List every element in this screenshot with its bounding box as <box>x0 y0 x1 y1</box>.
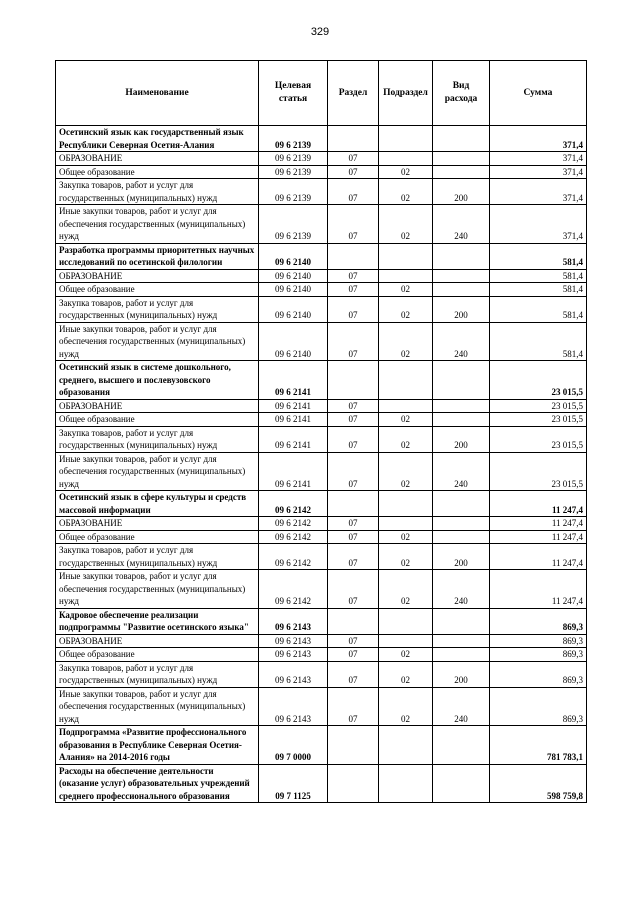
cell-expense-type <box>433 491 490 517</box>
cell-section <box>328 243 379 269</box>
cell-article: 09 6 2142 <box>259 544 328 570</box>
cell-amount: 371,4 <box>490 179 587 205</box>
table-row <box>56 634 587 648</box>
cell-section: 07 <box>328 544 379 570</box>
cell-section: 07 <box>328 152 379 166</box>
cell-article: 09 6 2141 <box>259 361 328 400</box>
cell-expense-type: 240 <box>433 570 490 609</box>
cell-section: 07 <box>328 530 379 544</box>
cell-expense-type <box>433 126 490 152</box>
cell-subsection: 02 <box>379 530 433 544</box>
cell-section <box>328 764 379 803</box>
cell-name: Осетинский язык в системе дошкольного, среднего, высшего и послевузовского образования <box>56 361 259 400</box>
cell-name: Общее образование <box>56 165 259 179</box>
cell-amount: 581,4 <box>490 296 587 322</box>
cell-amount: 371,4 <box>490 205 587 244</box>
cell-expense-type: 200 <box>433 544 490 570</box>
cell-article: 09 6 2141 <box>259 399 328 413</box>
cell-name: Осетинский язык в сфере культуры и средств массовой информации <box>56 491 259 517</box>
cell-expense-type: 200 <box>433 661 490 687</box>
cell-article: 09 7 1125 <box>259 764 328 803</box>
cell-name: Закупка товаров, работ и услуг для государственных (муниципальных) нужд <box>56 661 259 687</box>
table-row <box>56 152 587 166</box>
cell-article: 09 6 2140 <box>259 283 328 297</box>
cell-expense-type <box>433 517 490 531</box>
cell-subsection: 02 <box>379 687 433 726</box>
cell-section: 07 <box>328 687 379 726</box>
cell-section: 07 <box>328 205 379 244</box>
cell-subsection: 02 <box>379 661 433 687</box>
cell-subsection: 02 <box>379 205 433 244</box>
cell-name: Общее образование <box>56 530 259 544</box>
table-row <box>56 243 587 269</box>
cell-article: 09 6 2139 <box>259 126 328 152</box>
cell-section: 07 <box>328 452 379 491</box>
cell-amount: 371,4 <box>490 152 587 166</box>
cell-subsection <box>379 269 433 283</box>
cell-subsection: 02 <box>379 283 433 297</box>
cell-section: 07 <box>328 661 379 687</box>
cell-article: 09 6 2140 <box>259 322 328 361</box>
cell-name: Разработка программы приоритетных научных исследований по осетинской филологии <box>56 243 259 269</box>
table-row <box>56 269 587 283</box>
cell-name: Иные закупки товаров, работ и услуг для обеспечения государственных (муниципальных) нужд <box>56 452 259 491</box>
cell-name: Иные закупки товаров, работ и услуг для обеспечения государственных (муниципальных) нужд <box>56 205 259 244</box>
cell-section: 07 <box>328 426 379 452</box>
cell-article: 09 6 2143 <box>259 648 328 662</box>
table-row <box>56 491 587 517</box>
cell-article: 09 6 2139 <box>259 165 328 179</box>
cell-article: 09 6 2143 <box>259 608 328 634</box>
cell-name: ОБРАЗОВАНИЕ <box>56 269 259 283</box>
table-row <box>56 126 587 152</box>
cell-name: Иные закупки товаров, работ и услуг для обеспечения государственных (муниципальных) нужд <box>56 687 259 726</box>
cell-name: Закупка товаров, работ и услуг для государственных (муниципальных) нужд <box>56 544 259 570</box>
cell-expense-type <box>433 413 490 427</box>
cell-section: 07 <box>328 269 379 283</box>
table-row <box>56 726 587 765</box>
table-header-row <box>56 61 587 126</box>
cell-expense-type <box>433 634 490 648</box>
cell-article: 09 6 2140 <box>259 296 328 322</box>
cell-article: 09 7 0000 <box>259 726 328 765</box>
cell-amount: 371,4 <box>490 165 587 179</box>
cell-section: 07 <box>328 413 379 427</box>
cell-amount: 598 759,8 <box>490 764 587 803</box>
cell-amount: 23 015,5 <box>490 452 587 491</box>
cell-section: 07 <box>328 296 379 322</box>
cell-section: 07 <box>328 570 379 609</box>
cell-expense-type <box>433 648 490 662</box>
table-row <box>56 648 587 662</box>
header-section: Раздел <box>328 61 379 126</box>
cell-article: 09 6 2139 <box>259 152 328 166</box>
cell-amount: 23 015,5 <box>490 399 587 413</box>
cell-amount: 23 015,5 <box>490 361 587 400</box>
cell-expense-type <box>433 530 490 544</box>
cell-expense-type: 200 <box>433 179 490 205</box>
cell-expense-type: 240 <box>433 205 490 244</box>
cell-subsection <box>379 764 433 803</box>
cell-section: 07 <box>328 399 379 413</box>
table-row <box>56 764 587 803</box>
cell-section: 07 <box>328 165 379 179</box>
cell-article: 09 6 2142 <box>259 530 328 544</box>
cell-name: Подпрограмма «Развитие профессионального образования в Республике Северная Осетия-Алания» на 2014-2016 годы <box>56 726 259 765</box>
cell-amount: 869,3 <box>490 634 587 648</box>
cell-amount: 23 015,5 <box>490 413 587 427</box>
cell-name: Кадровое обеспечение реализации подпрограммы "Развитие осетинского языка" <box>56 608 259 634</box>
cell-expense-type: 200 <box>433 426 490 452</box>
cell-expense-type <box>433 243 490 269</box>
table-row <box>56 544 587 570</box>
cell-subsection <box>379 517 433 531</box>
cell-article: 09 6 2142 <box>259 491 328 517</box>
cell-name: Общее образование <box>56 648 259 662</box>
cell-subsection <box>379 361 433 400</box>
cell-subsection: 02 <box>379 426 433 452</box>
cell-amount: 869,3 <box>490 687 587 726</box>
table-row <box>56 608 587 634</box>
cell-section <box>328 126 379 152</box>
cell-amount: 11 247,4 <box>490 570 587 609</box>
table-row <box>56 179 587 205</box>
cell-name: Закупка товаров, работ и услуг для государственных (муниципальных) нужд <box>56 296 259 322</box>
header-amount: Сумма <box>490 61 587 126</box>
cell-expense-type <box>433 152 490 166</box>
cell-subsection: 02 <box>379 322 433 361</box>
table-row <box>56 283 587 297</box>
cell-subsection <box>379 126 433 152</box>
cell-amount: 11 247,4 <box>490 530 587 544</box>
cell-amount: 11 247,4 <box>490 517 587 531</box>
cell-subsection <box>379 608 433 634</box>
cell-section: 07 <box>328 648 379 662</box>
table-row <box>56 413 587 427</box>
cell-section <box>328 608 379 634</box>
cell-section: 07 <box>328 517 379 531</box>
cell-expense-type <box>433 283 490 297</box>
cell-amount: 581,4 <box>490 283 587 297</box>
cell-article: 09 6 2141 <box>259 413 328 427</box>
cell-name: Расходы на обеспечение деятельности (оказание услуг) образовательных учреждений среднего профессионального образования <box>56 764 259 803</box>
cell-article: 09 6 2142 <box>259 517 328 531</box>
cell-amount: 869,3 <box>490 661 587 687</box>
cell-subsection <box>379 399 433 413</box>
cell-amount: 869,3 <box>490 608 587 634</box>
table-row <box>56 452 587 491</box>
cell-subsection <box>379 726 433 765</box>
table-row <box>56 661 587 687</box>
cell-name: Закупка товаров, работ и услуг для государственных (муниципальных) нужд <box>56 179 259 205</box>
cell-name: Закупка товаров, работ и услуг для государственных (муниципальных) нужд <box>56 426 259 452</box>
cell-expense-type: 240 <box>433 322 490 361</box>
cell-subsection <box>379 634 433 648</box>
cell-name: ОБРАЗОВАНИЕ <box>56 517 259 531</box>
cell-name: Иные закупки товаров, работ и услуг для обеспечения государственных (муниципальных) нужд <box>56 570 259 609</box>
cell-article: 09 6 2140 <box>259 243 328 269</box>
cell-subsection: 02 <box>379 413 433 427</box>
table-row <box>56 361 587 400</box>
cell-amount: 581,4 <box>490 243 587 269</box>
cell-amount: 371,4 <box>490 126 587 152</box>
cell-article: 09 6 2140 <box>259 269 328 283</box>
cell-expense-type: 240 <box>433 687 490 726</box>
cell-amount: 11 247,4 <box>490 544 587 570</box>
budget-table <box>55 60 587 803</box>
cell-amount: 23 015,5 <box>490 426 587 452</box>
header-expense-type: Вид расхода <box>433 61 490 126</box>
table-row <box>56 530 587 544</box>
cell-section: 07 <box>328 322 379 361</box>
cell-name: Общее образование <box>56 283 259 297</box>
header-article: Целевая статья <box>259 61 328 126</box>
cell-expense-type: 200 <box>433 296 490 322</box>
cell-article: 09 6 2141 <box>259 426 328 452</box>
table-row <box>56 322 587 361</box>
cell-subsection: 02 <box>379 165 433 179</box>
table-row <box>56 205 587 244</box>
cell-subsection <box>379 491 433 517</box>
cell-subsection <box>379 152 433 166</box>
cell-name: ОБРАЗОВАНИЕ <box>56 152 259 166</box>
table-row <box>56 687 587 726</box>
header-name: Наименование <box>56 61 259 126</box>
cell-article: 09 6 2139 <box>259 179 328 205</box>
cell-expense-type <box>433 269 490 283</box>
cell-name: ОБРАЗОВАНИЕ <box>56 399 259 413</box>
cell-amount: 581,4 <box>490 269 587 283</box>
cell-subsection: 02 <box>379 296 433 322</box>
cell-name: Иные закупки товаров, работ и услуг для обеспечения государственных (муниципальных) нужд <box>56 322 259 361</box>
page-number: 329 <box>310 26 330 38</box>
table-row <box>56 296 587 322</box>
table-row <box>56 426 587 452</box>
cell-subsection: 02 <box>379 452 433 491</box>
cell-name: ОБРАЗОВАНИЕ <box>56 634 259 648</box>
cell-expense-type: 240 <box>433 452 490 491</box>
cell-subsection <box>379 243 433 269</box>
cell-section <box>328 726 379 765</box>
cell-amount: 781 783,1 <box>490 726 587 765</box>
cell-name: Осетинский язык как государственный язык Республики Северная Осетия-Алания <box>56 126 259 152</box>
cell-amount: 581,4 <box>490 322 587 361</box>
cell-section: 07 <box>328 179 379 205</box>
table-row <box>56 517 587 531</box>
cell-amount: 869,3 <box>490 648 587 662</box>
cell-expense-type <box>433 608 490 634</box>
cell-article: 09 6 2143 <box>259 634 328 648</box>
cell-section: 07 <box>328 634 379 648</box>
cell-article: 09 6 2141 <box>259 452 328 491</box>
table-row <box>56 165 587 179</box>
cell-article: 09 6 2142 <box>259 570 328 609</box>
cell-expense-type <box>433 726 490 765</box>
cell-expense-type <box>433 764 490 803</box>
table-row <box>56 399 587 413</box>
cell-article: 09 6 2143 <box>259 661 328 687</box>
table-row <box>56 570 587 609</box>
cell-name: Общее образование <box>56 413 259 427</box>
cell-subsection: 02 <box>379 544 433 570</box>
cell-expense-type <box>433 399 490 413</box>
header-subsection: Подраздел <box>379 61 433 126</box>
cell-expense-type <box>433 361 490 400</box>
cell-article: 09 6 2143 <box>259 687 328 726</box>
cell-subsection: 02 <box>379 570 433 609</box>
cell-expense-type <box>433 165 490 179</box>
cell-section <box>328 491 379 517</box>
cell-section: 07 <box>328 283 379 297</box>
cell-amount: 11 247,4 <box>490 491 587 517</box>
cell-subsection: 02 <box>379 648 433 662</box>
table-body <box>56 126 587 803</box>
cell-article: 09 6 2139 <box>259 205 328 244</box>
cell-subsection: 02 <box>379 179 433 205</box>
cell-section <box>328 361 379 400</box>
